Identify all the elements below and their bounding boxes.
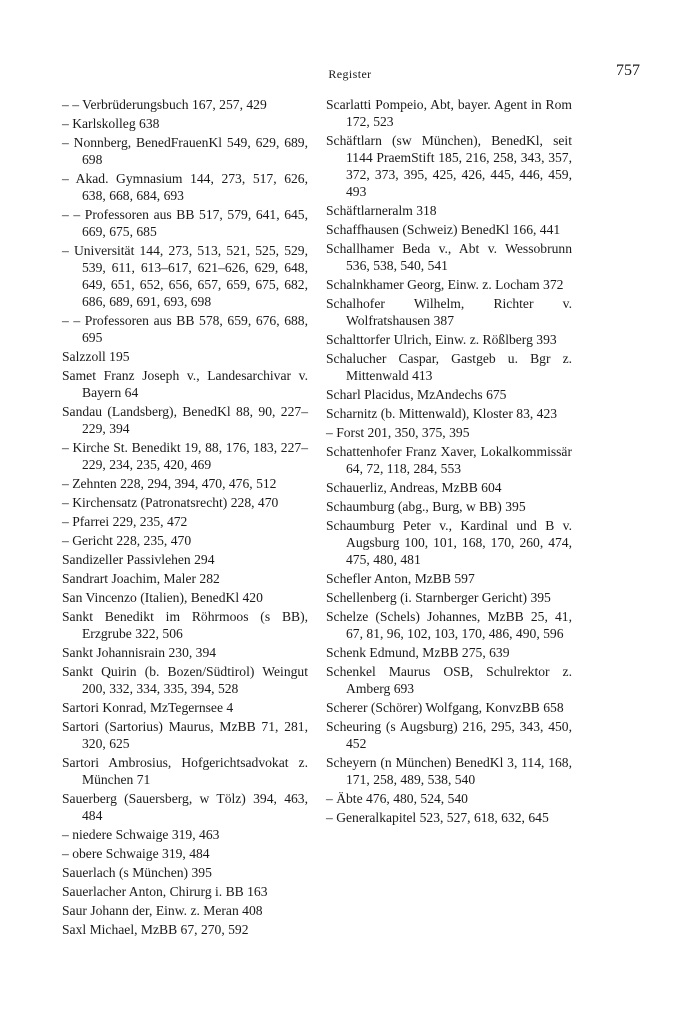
- index-entry: Salzzoll 195: [62, 349, 130, 364]
- index-entry: San Vincenzo (Italien), BenedKl 420: [62, 590, 263, 605]
- index-entry: Scheyern (n München) BenedKl 3, 114, 168, 171, 258, 489, 538, 540: [326, 755, 572, 787]
- index-entry: Schäftlarneralm 318: [326, 203, 437, 218]
- index-entry: Schaumburg (abg., Burg, w BB) 395: [326, 499, 526, 514]
- index-entry: Schenk Edmund, MzBB 275, 639: [326, 645, 510, 660]
- index-entry: – Zehnten 228, 294, 394, 470, 476, 512: [62, 476, 277, 491]
- index-entry: Sauerlacher Anton, Chirurg i. BB 163: [62, 884, 268, 899]
- index-entry: – Nonnberg, BenedFrauenKl 549, 629, 689, 698: [62, 135, 308, 167]
- index-entry: – Kirche St. Benedikt 19, 88, 176, 183, 227–229, 234, 235, 420, 469: [62, 440, 308, 472]
- index-entry: Scheuring (s Augsburg) 216, 295, 343, 450, 452: [326, 719, 572, 751]
- index-entry: Schalucher Caspar, Gastgeb u. Bgr z. Mittenwald 413: [326, 351, 572, 383]
- index-column-left: [62, 96, 308, 940]
- index-entry: Schauerliz, Andreas, MzBB 604: [326, 480, 502, 495]
- index-entry: Scharnitz (b. Mittenwald), Kloster 83, 423: [326, 406, 558, 421]
- index-entry: – Pfarrei 229, 235, 472: [62, 514, 188, 529]
- index-entry: Scherer (Schörer) Wolfgang, KonvzBB 658: [326, 700, 564, 715]
- index-entry: Schalhofer Wilhelm, Richter v. Wolfratshausen 387: [326, 296, 572, 328]
- index-entry: Schalttorfer Ulrich, Einw. z. Rößlberg 393: [326, 332, 557, 347]
- index-entry: Sartori Konrad, MzTegernsee 4: [62, 700, 234, 715]
- index-entry: – Äbte 476, 480, 524, 540: [326, 791, 468, 806]
- index-entry: Schäftlarn (sw München), BenedKl, seit 1144 PraemStift 185, 216, 258, 343, 357, 372, 373, 395, 425, 426, 445, 446, 459, 493: [326, 133, 572, 199]
- index-entry: Sauerlach (s München) 395: [62, 865, 212, 880]
- index-entry: Schaffhausen (Schweiz) BenedKl 166, 441: [326, 222, 561, 237]
- index-entry: Sankt Quirin (b. Bozen/Südtirol) Weingut 200, 332, 334, 335, 394, 528: [62, 664, 308, 696]
- index-entry: Scharl Placidus, MzAndechs 675: [326, 387, 507, 402]
- index-entry: – – Verbrüderungsbuch 167, 257, 429: [62, 97, 267, 112]
- index-entry: Schaumburg Peter v., Kardinal und B v. Augsburg 100, 101, 168, 170, 260, 474, 475, 480, 481: [326, 518, 572, 567]
- index-entry: – Karlskolleg 638: [62, 116, 160, 131]
- index-entry: Sandau (Landsberg), BenedKl 88, 90, 227–229, 394: [62, 404, 308, 436]
- index-entry: – – Professoren aus BB 517, 579, 641, 645, 669, 675, 685: [62, 207, 308, 239]
- index-entry: – Universität 144, 273, 513, 521, 525, 529, 539, 611, 613–617, 621–626, 629, 648, 649, 651, 652, 656, 657, 659, 675, 682, 686, 689, 691, 693, 698: [62, 243, 308, 309]
- index-entry: – – Professoren aus BB 578, 659, 676, 688, 695: [62, 313, 308, 345]
- index-entry: Sartori Ambrosius, Hofgerichtsadvokat z. München 71: [62, 755, 308, 787]
- index-entry: Schattenhofer Franz Xaver, Lokalkommissär 64, 72, 118, 284, 553: [326, 444, 572, 476]
- index-entry: Schallhamer Beda v., Abt v. Wessobrunn 536, 538, 540, 541: [326, 241, 572, 273]
- page-number: 757: [616, 62, 640, 79]
- running-title: Register: [328, 67, 372, 81]
- index-entry: Sankt Benedikt im Röhrmoos (s BB), Erzgrube 322, 506: [62, 609, 308, 641]
- index-entry: Scarlatti Pompeio, Abt, bayer. Agent in Rom 172, 523: [326, 97, 572, 129]
- index-entry: Saxl Michael, MzBB 67, 270, 592: [62, 922, 249, 937]
- index-entry: Schellenberg (i. Starnberger Gericht) 395: [326, 590, 551, 605]
- index-entry: – niedere Schwaige 319, 463: [62, 827, 220, 842]
- index-entry: Sandrart Joachim, Maler 282: [62, 571, 220, 586]
- page-header: [60, 62, 640, 86]
- index-entry: – obere Schwaige 319, 484: [62, 846, 210, 861]
- index-entry: Saur Johann der, Einw. z. Meran 408: [62, 903, 263, 918]
- index-entry: Schefler Anton, MzBB 597: [326, 571, 475, 586]
- index-entry: Samet Franz Joseph v., Landesarchivar v. Bayern 64: [62, 368, 308, 400]
- index-entry: Schelze (Schels) Johannes, MzBB 25, 41, 67, 81, 96, 102, 103, 170, 486, 490, 596: [326, 609, 572, 641]
- index-entry: – Forst 201, 350, 375, 395: [326, 425, 470, 440]
- index-entry: Schenkel Maurus OSB, Schulrektor z. Amberg 693: [326, 664, 572, 696]
- index-entry: – Kirchensatz (Patronatsrecht) 228, 470: [62, 495, 279, 510]
- index-entry: Sartori (Sartorius) Maurus, MzBB 71, 281, 320, 625: [62, 719, 308, 751]
- index-entry: Sandizeller Passivlehen 294: [62, 552, 215, 567]
- index-entry: Sauerberg (Sauersberg, w Tölz) 394, 463, 484: [62, 791, 308, 823]
- index-entry: – Generalkapitel 523, 527, 618, 632, 645: [326, 810, 549, 825]
- index-column-right: [326, 96, 572, 828]
- index-entry: – Akad. Gymnasium 144, 273, 517, 626, 638, 668, 684, 693: [62, 171, 308, 203]
- index-entry: Schalnkhamer Georg, Einw. z. Locham 372: [326, 277, 564, 292]
- index-entry: Sankt Johannisrain 230, 394: [62, 645, 217, 660]
- index-entry: – Gericht 228, 235, 470: [62, 533, 192, 548]
